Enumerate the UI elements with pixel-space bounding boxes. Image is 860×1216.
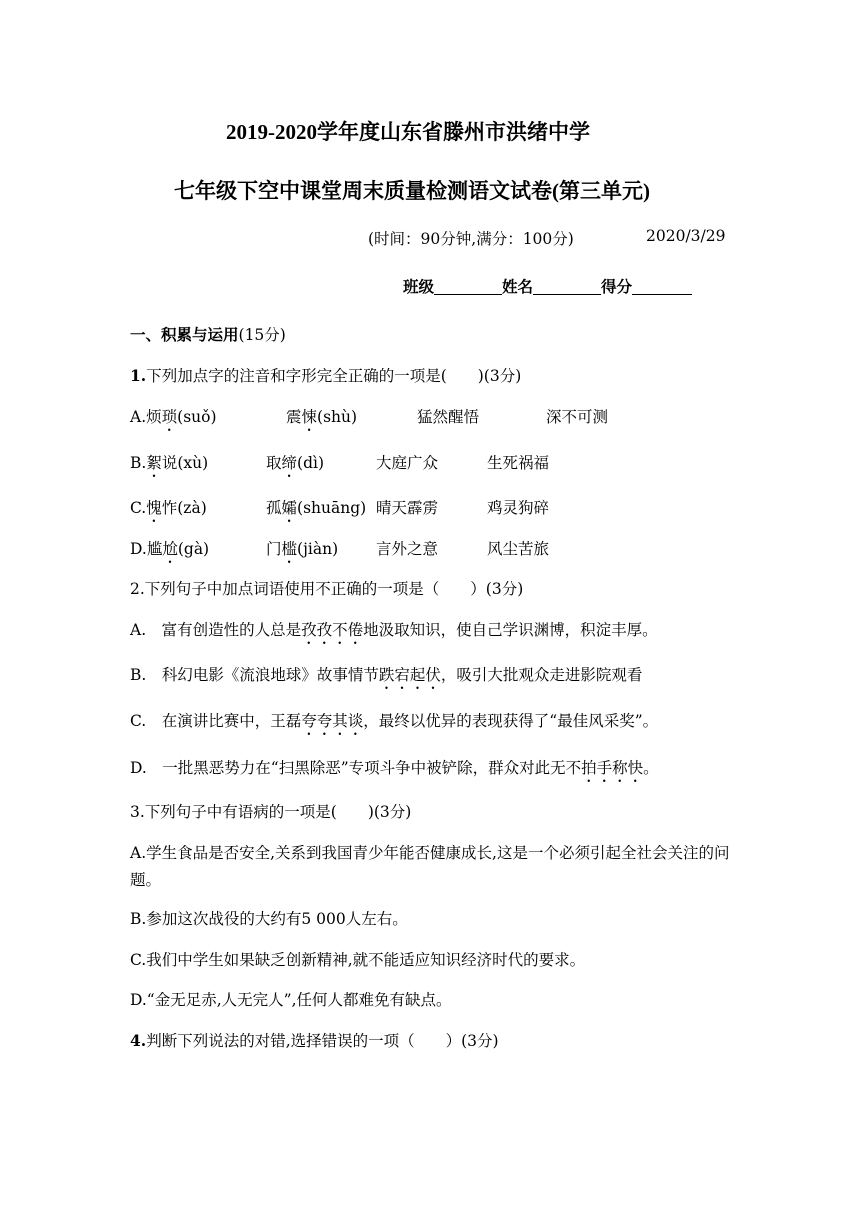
- q2-d-tail: 。: [643, 759, 659, 777]
- q3-option-a: A.学生食品是否安全,关系到我国青少年能否健康成长,这是一个必须引起全社会关注的问题。: [130, 844, 730, 889]
- q4-stem: [130, 1029, 499, 1051]
- q1-a-w1-tail: (suǒ): [177, 408, 217, 426]
- q2-d-dotted-word: 拍手称快: [581, 759, 644, 777]
- q1-b-w2-head: 取: [266, 454, 282, 472]
- name-label: 姓名: [502, 277, 534, 296]
- q2-option-d: [130, 756, 659, 786]
- q1-c-word3: 晴天霹雳: [376, 499, 439, 517]
- q2-b-lead: B. 科幻电影《流浪地球》故事情节: [130, 666, 379, 684]
- q1-b-word2: [266, 451, 324, 481]
- q1-d-w2-tail: (jiàn): [297, 540, 339, 558]
- exam-date: 2020/3/29: [646, 227, 726, 245]
- q1-d-label: D.: [130, 540, 147, 558]
- q1-c-w1-dot: 愧: [146, 499, 162, 517]
- q3-option-c: C.我们中学生如果缺乏创新精神,就不能适应知识经济时代的要求。: [130, 951, 586, 969]
- q1-c-word1: [130, 496, 207, 526]
- q1-b-word3: 大庭广众: [376, 454, 439, 472]
- q1-a-word1: [130, 405, 217, 435]
- q2-d-lead: D. 一批黑恶势力在“扫黑除恶”专项斗争中被铲除，群众对此无不: [130, 759, 582, 777]
- q1-b-w2-dot: 缔: [281, 454, 298, 472]
- q1-d-word3: 言外之意: [376, 540, 439, 558]
- q1-d-w2-head: 门: [266, 540, 282, 558]
- q1-b-label: B.: [130, 454, 147, 472]
- q2-a-lead: A. 富有创造性的人总是: [130, 621, 302, 639]
- q2-c-dotted-word: 夸夸其谈: [301, 712, 364, 730]
- q4-text: 判断下列说法的对错,选择错误的一项（ ）(3分): [146, 1032, 499, 1050]
- name-blank: [533, 278, 601, 295]
- q2-stem: 2.下列句子中加点词语使用不正确的一项是（ ）(3分): [130, 580, 524, 598]
- q1-d-word4: 风尘苦旅: [487, 540, 550, 558]
- q1-c-label: C.: [130, 499, 147, 517]
- q1-c-w1-tail: 怍(zà): [161, 499, 207, 517]
- q2-a-tail: 地汲取知识，使自己学识渊博，积淀丰厚。: [363, 621, 658, 639]
- q2-option-c: [130, 709, 658, 739]
- q2-option-a: [130, 618, 658, 648]
- q1-c-w2-dot: 孀: [281, 499, 298, 517]
- section-1-heading: [130, 323, 286, 345]
- q4-number: 4.: [130, 1031, 147, 1050]
- q1-a-w1-dot: 琐: [161, 408, 178, 426]
- score-blank: [632, 278, 692, 295]
- q1-a-label: A.: [130, 408, 147, 426]
- q3-stem: 3.下列句子中有语病的一项是( )(3分): [130, 803, 412, 821]
- q2-option-b: [130, 663, 642, 693]
- q1-a-word2: [286, 405, 357, 435]
- q1-text: 下列加点字的注音和字形完全正确的一项是( )(3分): [146, 367, 522, 385]
- q1-a-w2-dot: 悚: [301, 408, 318, 426]
- q1-a-word3: 猛然醒悟: [417, 408, 480, 426]
- q1-d-w1-dot: 尬: [162, 540, 178, 558]
- q1-d-w1-head: 尴: [146, 540, 163, 558]
- q1-d-w1-tail: (gà): [177, 540, 210, 558]
- q1-b-w1-tail: 说(xù): [161, 454, 209, 472]
- q1-number: 1.: [130, 366, 147, 385]
- q3-option-b: B.参加这次战役的大约有5 000人左右。: [130, 910, 408, 928]
- q1-c-word4: 鸡灵狗碎: [487, 499, 550, 517]
- q1-d-w2-dot: 槛: [281, 540, 298, 558]
- q1-c-w2-tail: (shuāng): [297, 499, 367, 517]
- q1-d-word1: [130, 537, 209, 567]
- class-label: 班级: [403, 277, 435, 296]
- exam-time-info: (时间：90分钟,满分：100分): [368, 230, 574, 248]
- q1-a-word4: 深不可测: [546, 408, 609, 426]
- q2-b-tail: ，吸引大批观众走进影院观看: [440, 666, 643, 684]
- q1-c-word2: [266, 496, 366, 526]
- q1-d-word2: [266, 537, 338, 567]
- score-label: 得分: [601, 277, 633, 296]
- q1-c-w2-head: 孤: [266, 499, 282, 517]
- q1-a-w2-tail: (shù): [317, 408, 358, 426]
- q2-c-lead: C. 在演讲比赛中，王磊: [130, 712, 302, 730]
- q1-a-w1-head: 烦: [146, 408, 162, 426]
- q2-a-dotted-word: 孜孜不倦: [301, 621, 364, 639]
- title-line-2: 七年级下空中课堂周末质量检测语文试卷(第三单元): [174, 179, 650, 203]
- q1-stem: [130, 364, 521, 386]
- section-1-points: (15分): [238, 326, 286, 344]
- q1-a-w2-head: 震: [286, 408, 302, 426]
- q2-c-tail: ，最终以优异的表现获得了“最佳风采奖”。: [363, 712, 659, 730]
- q1-b-word1: [130, 451, 208, 481]
- q3-option-d: D.“金无足赤,人无完人”,任何人都难免有缺点。: [130, 991, 452, 1009]
- q1-b-word4: 生死祸福: [487, 454, 550, 472]
- section-1-title: 一、积累与运用: [130, 325, 239, 344]
- student-info-line: [403, 275, 692, 297]
- q1-b-w1-dot: 絮: [146, 454, 162, 472]
- class-blank: [434, 278, 502, 295]
- q1-b-w2-tail: (dì): [297, 454, 325, 472]
- q2-b-dotted-word: 跌宕起伏: [378, 666, 441, 684]
- title-line-1: 2019-2020学年度山东省滕州市洪绪中学: [226, 120, 590, 144]
